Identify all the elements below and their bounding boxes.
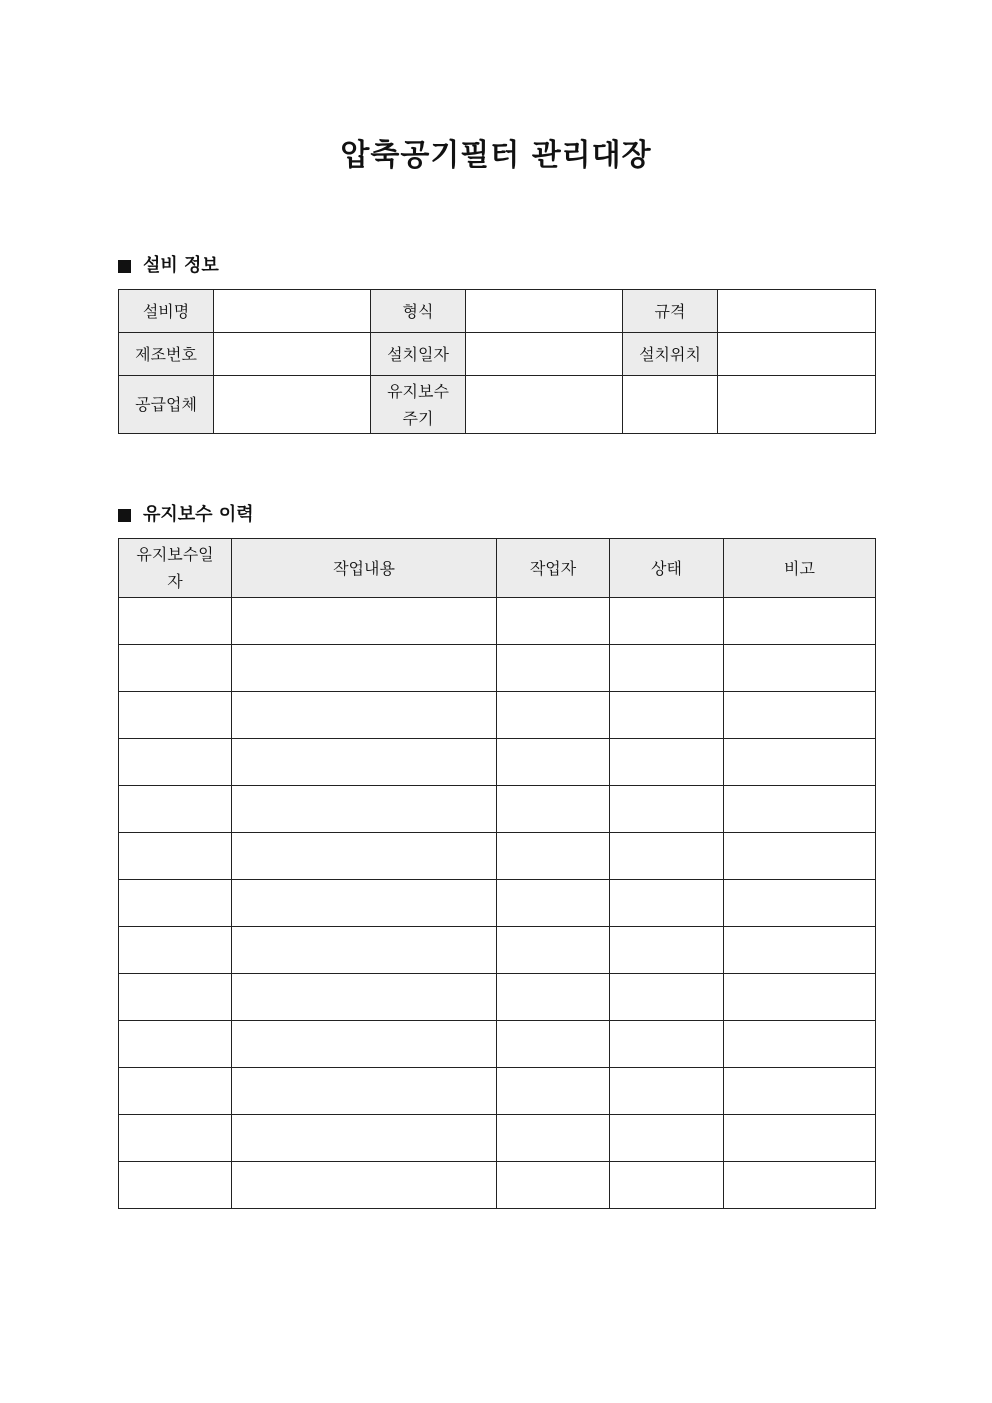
square-bullet-icon — [118, 509, 131, 522]
equipment-row — [119, 376, 876, 434]
remarks-cell[interactable] — [724, 1068, 876, 1115]
equipment-value-cell[interactable] — [718, 333, 876, 376]
column-header-worker: 작업자 — [497, 539, 610, 598]
work-cell[interactable] — [232, 1068, 497, 1115]
work-cell[interactable] — [232, 1115, 497, 1162]
worker-cell[interactable] — [497, 833, 610, 880]
table-row — [119, 598, 876, 645]
equipment-label-blank — [623, 376, 718, 434]
date-cell[interactable] — [119, 645, 232, 692]
table-row — [119, 1162, 876, 1209]
status-cell[interactable] — [610, 833, 724, 880]
date-cell[interactable] — [119, 598, 232, 645]
equipment-value-cell[interactable] — [214, 376, 371, 434]
equipment-label: 설치위치 — [623, 333, 718, 376]
equipment-value-cell[interactable] — [466, 290, 623, 333]
work-cell[interactable] — [232, 598, 497, 645]
date-cell[interactable] — [119, 974, 232, 1021]
equipment-value-cell[interactable] — [718, 376, 876, 434]
status-cell[interactable] — [610, 598, 724, 645]
worker-cell[interactable] — [497, 1115, 610, 1162]
status-cell[interactable] — [610, 927, 724, 974]
date-cell[interactable] — [119, 1162, 232, 1209]
date-cell[interactable] — [119, 1068, 232, 1115]
maintenance-section-heading — [118, 503, 254, 527]
table-row — [119, 880, 876, 927]
work-cell[interactable] — [232, 1021, 497, 1068]
date-cell[interactable] — [119, 1115, 232, 1162]
equipment-info-table — [118, 289, 876, 434]
remarks-cell[interactable] — [724, 1021, 876, 1068]
status-cell[interactable] — [610, 1068, 724, 1115]
status-cell[interactable] — [610, 645, 724, 692]
date-cell[interactable] — [119, 692, 232, 739]
equipment-label: 제조번호 — [119, 333, 214, 376]
maintenance-section-title: 유지보수 이력 — [143, 504, 254, 525]
remarks-cell[interactable] — [724, 739, 876, 786]
worker-cell[interactable] — [497, 786, 610, 833]
work-cell[interactable] — [232, 645, 497, 692]
work-cell[interactable] — [232, 1162, 497, 1209]
worker-cell[interactable] — [497, 974, 610, 1021]
equipment-section-heading — [118, 254, 219, 278]
page-title: 압축공기필터 관리대장 — [340, 138, 652, 173]
column-header-remarks: 비고 — [724, 539, 876, 598]
equipment-value-cell[interactable] — [466, 376, 623, 434]
work-cell[interactable] — [232, 739, 497, 786]
remarks-cell[interactable] — [724, 927, 876, 974]
table-header-row — [119, 539, 876, 598]
table-row — [119, 1068, 876, 1115]
work-cell[interactable] — [232, 786, 497, 833]
remarks-cell[interactable] — [724, 1162, 876, 1209]
status-cell[interactable] — [610, 974, 724, 1021]
remarks-cell[interactable] — [724, 645, 876, 692]
status-cell[interactable] — [610, 1021, 724, 1068]
worker-cell[interactable] — [497, 598, 610, 645]
equipment-label: 유지보수 주기 — [371, 376, 466, 434]
table-row — [119, 927, 876, 974]
table-row — [119, 1021, 876, 1068]
equipment-value-cell[interactable] — [466, 333, 623, 376]
equipment-value-cell[interactable] — [214, 290, 371, 333]
date-cell[interactable] — [119, 739, 232, 786]
worker-cell[interactable] — [497, 1068, 610, 1115]
equipment-row — [119, 290, 876, 333]
work-cell[interactable] — [232, 692, 497, 739]
column-header-status: 상태 — [610, 539, 724, 598]
worker-cell[interactable] — [497, 1162, 610, 1209]
square-bullet-icon — [118, 260, 131, 273]
worker-cell[interactable] — [497, 1021, 610, 1068]
status-cell[interactable] — [610, 880, 724, 927]
remarks-cell[interactable] — [724, 598, 876, 645]
remarks-cell[interactable] — [724, 880, 876, 927]
table-row — [119, 692, 876, 739]
work-cell[interactable] — [232, 974, 497, 1021]
equipment-label: 설치일자 — [371, 333, 466, 376]
date-cell[interactable] — [119, 786, 232, 833]
status-cell[interactable] — [610, 786, 724, 833]
worker-cell[interactable] — [497, 739, 610, 786]
date-cell[interactable] — [119, 927, 232, 974]
remarks-cell[interactable] — [724, 833, 876, 880]
equipment-label: 공급업체 — [119, 376, 214, 434]
table-row — [119, 645, 876, 692]
date-cell[interactable] — [119, 1021, 232, 1068]
column-header-work: 작업내용 — [232, 539, 497, 598]
status-cell[interactable] — [610, 1162, 724, 1209]
remarks-cell[interactable] — [724, 692, 876, 739]
maintenance-history-table — [118, 538, 876, 1209]
date-cell[interactable] — [119, 880, 232, 927]
table-row — [119, 1115, 876, 1162]
worker-cell[interactable] — [497, 927, 610, 974]
column-header-date: 유지보수일 자 — [119, 539, 232, 598]
worker-cell[interactable] — [497, 880, 610, 927]
status-cell[interactable] — [610, 739, 724, 786]
equipment-value-cell[interactable] — [214, 333, 371, 376]
worker-cell[interactable] — [497, 645, 610, 692]
work-cell[interactable] — [232, 833, 497, 880]
equipment-row — [119, 333, 876, 376]
equipment-value-cell[interactable] — [718, 290, 876, 333]
status-cell[interactable] — [610, 692, 724, 739]
date-cell[interactable] — [119, 833, 232, 880]
equipment-section-title: 설비 정보 — [143, 255, 219, 276]
work-cell[interactable] — [232, 880, 497, 927]
remarks-cell[interactable] — [724, 974, 876, 1021]
equipment-label: 규격 — [623, 290, 718, 333]
status-cell[interactable] — [610, 1115, 724, 1162]
remarks-cell[interactable] — [724, 1115, 876, 1162]
worker-cell[interactable] — [497, 692, 610, 739]
table-row — [119, 833, 876, 880]
table-row — [119, 739, 876, 786]
equipment-label: 형식 — [371, 290, 466, 333]
table-row — [119, 786, 876, 833]
work-cell[interactable] — [232, 927, 497, 974]
remarks-cell[interactable] — [724, 786, 876, 833]
equipment-label: 설비명 — [119, 290, 214, 333]
table-row — [119, 974, 876, 1021]
